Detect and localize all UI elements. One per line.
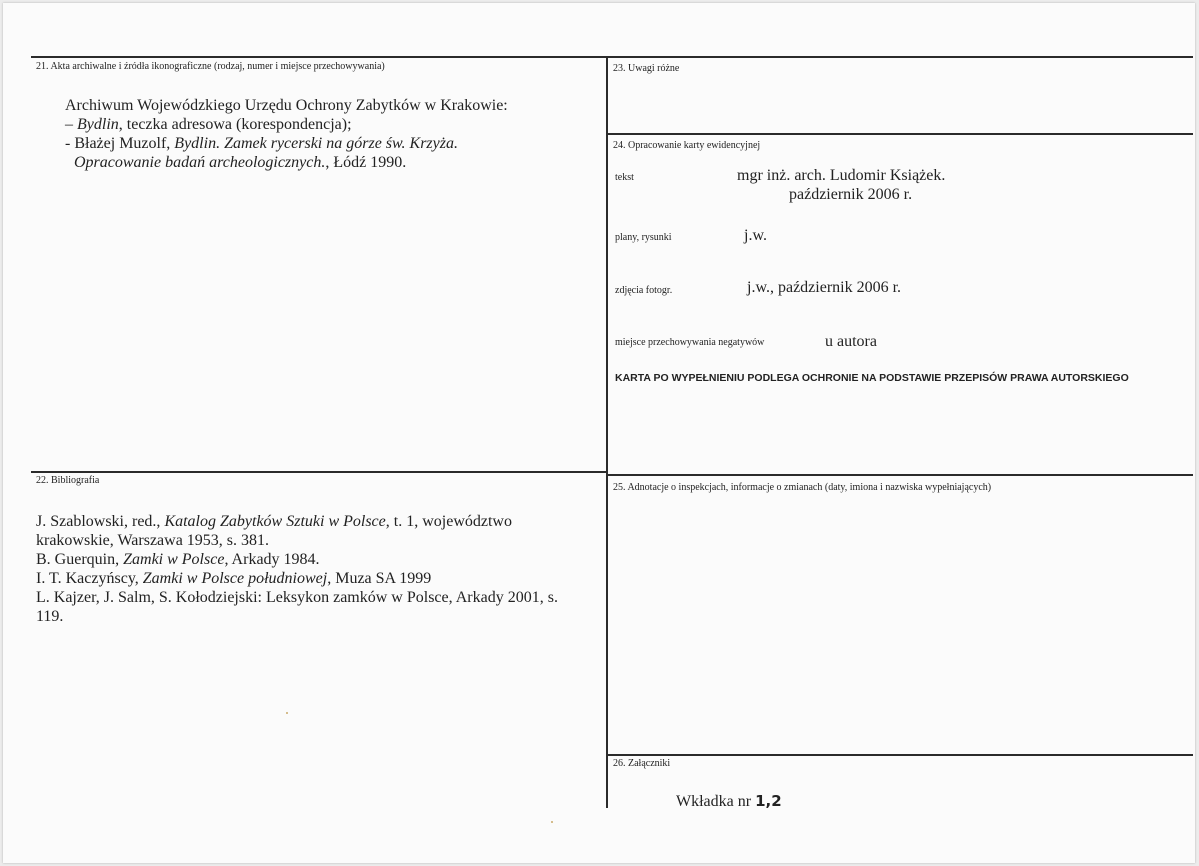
section-25-rule	[607, 474, 1193, 476]
section-21-label: 21. Akta archiwalne i źródła ikonograficzne (rodzaj, numer i miejsce przechowywania)	[36, 61, 385, 72]
archive-line-4: Opracowanie badań archeologicznych., Łódź 1990.	[74, 154, 407, 171]
section-23-label: 23. Uwagi różne	[613, 63, 680, 74]
section-24-rule	[607, 133, 1193, 135]
tekst-value-date: październik 2006 r.	[789, 186, 913, 203]
plany-value: j.w.	[744, 227, 767, 244]
section-22-label: 22. Bibliografia	[36, 475, 100, 486]
archive-line-1: Archiwum Wojewódzkiego Urzędu Ochrony Zabytków w Krakowie:	[65, 97, 508, 114]
column-divider	[606, 56, 608, 808]
archive-line-2: – Bydlin, teczka adresowa (korespondencja);	[65, 116, 352, 133]
paper-speck	[286, 712, 288, 714]
attachment-value: Wkładka nr 1,2	[676, 792, 782, 810]
top-rule	[31, 56, 1193, 58]
section-21-content	[65, 96, 508, 172]
copyright-notice: KARTA PO WYPEŁNIENIU PODLEGA OCHRONIE NA PODSTAWIE PRZEPISÓW PRAWA AUTORSKIEGO	[615, 372, 1129, 384]
handwritten-attachment-number: 1,2	[755, 792, 782, 810]
bibliography-item: L. Kajzer, J. Salm, S. Kołodziejski: Leksykon zamków w Polsce, Arkady 2001, s.	[36, 589, 558, 606]
plany-label: plany, rysunki	[615, 232, 672, 243]
zdjecia-value: j.w., październik 2006 r.	[747, 279, 902, 296]
archive-line-3: - Błażej Muzolf, Bydlin. Zamek rycerski na górze św. Krzyża.	[65, 135, 458, 152]
section-24-label: 24. Opracowanie karty ewidencyjnej	[613, 140, 761, 151]
miejsce-label: miejsce przechowywania negatywów	[615, 337, 765, 348]
bibliography-item: B. Guerquin, Zamki w Polsce, Arkady 1984.	[36, 551, 320, 568]
section-25-label: 25. Adnotacje o inspekcjach, informacje o zmianach (daty, imiona i nazwiska wypełniających)	[613, 482, 992, 493]
miejsce-value: u autora	[825, 333, 877, 350]
tekst-label: tekst	[615, 172, 634, 183]
section-26-label: 26. Załączniki	[613, 758, 671, 769]
section-26-rule	[607, 754, 1193, 756]
zdjecia-label: zdjęcia fotogr.	[615, 285, 673, 296]
bibliography-item: I. T. Kaczyńscy, Zamki w Polsce południowej, Muza SA 1999	[36, 570, 432, 587]
paper-speck	[551, 821, 553, 823]
bibliography-item-cont: 119.	[36, 608, 64, 625]
bibliography-item: J. Szablowski, red., Katalog Zabytków Sztuki w Polsce, t. 1, województwo	[36, 513, 512, 530]
bibliography-item-cont: krakowskie, Warszawa 1953, s. 381.	[36, 532, 270, 549]
middle-left-rule	[31, 471, 607, 473]
section-22-content	[36, 512, 558, 626]
tekst-value-author: mgr inż. arch. Ludomir Książek.	[737, 167, 946, 184]
evidence-card-page	[3, 3, 1195, 863]
